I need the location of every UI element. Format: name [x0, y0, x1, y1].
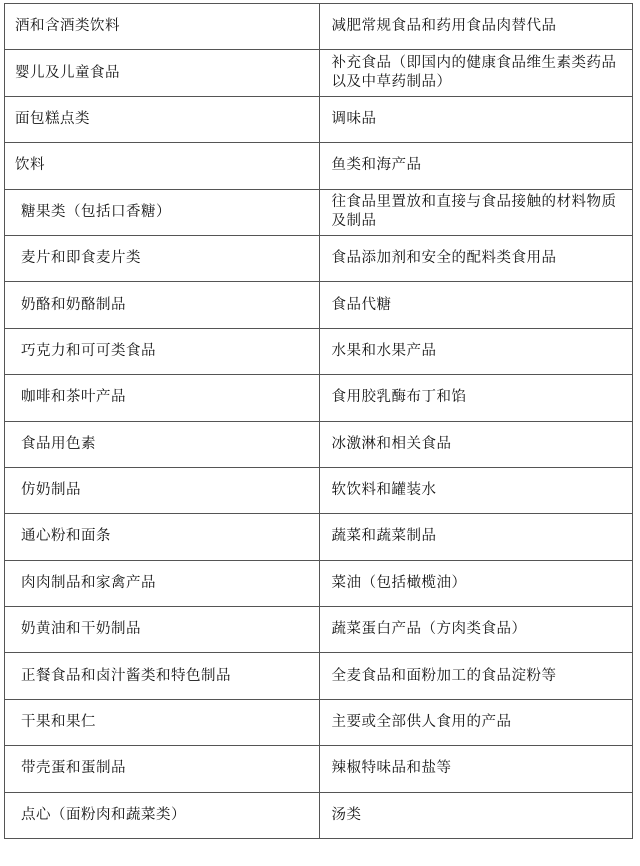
cell-text: 汤类 [331, 806, 362, 823]
table-row [5, 235, 633, 281]
cell-text: 麦片和即食麦片类 [21, 250, 141, 267]
table-cell-right [319, 328, 633, 374]
cell-text: 辣椒特味品和盐等 [331, 760, 452, 777]
table-cell-left [5, 328, 320, 374]
table-cell-right [319, 514, 633, 560]
table-cell-right [319, 746, 633, 792]
cell-text: 主要或全部供人食用的产品 [331, 714, 512, 731]
cell-text: 酒和含酒类饮料 [15, 18, 120, 35]
cell-text: 咖啡和茶叶产品 [21, 389, 126, 406]
table-cell-left [5, 143, 320, 189]
table-cell-left [5, 282, 320, 328]
cell-text: 奶黄油和干奶制品 [21, 621, 141, 638]
table-row [5, 328, 633, 374]
table-cell-right [319, 560, 633, 606]
table-cell-right [319, 699, 633, 745]
cell-text: 干果和果仁 [21, 714, 96, 731]
cell-text: 水果和水果产品 [331, 342, 437, 359]
table-row [5, 4, 633, 50]
cell-text: 蔬菜蛋白产品（方肉类食品） [331, 621, 527, 638]
cell-text: 糖果类（包括口香糖） [21, 203, 171, 220]
table-cell-right [319, 4, 633, 50]
cell-text: 食品代糖 [331, 296, 392, 313]
cell-text: 饮料 [15, 157, 45, 174]
table-row [5, 467, 633, 513]
table-cell-left [5, 375, 320, 421]
table-row [5, 421, 633, 467]
cell-text: 减肥常规食品和药用食品肉替代品 [331, 18, 557, 35]
cell-text: 通心粉和面条 [21, 528, 111, 545]
cell-text: 菜油（包括橄榄油） [331, 574, 467, 591]
table-row [5, 792, 633, 838]
table-row [5, 143, 633, 189]
table-cell-right [319, 607, 633, 653]
table-row [5, 746, 633, 792]
cell-text: 冰激淋和相关食品 [331, 435, 452, 452]
table-row [5, 282, 633, 328]
table-cell-right [319, 189, 633, 235]
table-cell-left [5, 746, 320, 792]
cell-text: 调味品 [331, 110, 377, 127]
cell-text: 蔬菜和蔬菜制品 [331, 528, 437, 545]
table-cell-right [319, 282, 633, 328]
cell-text: 食品添加剂和安全的配料类食用品 [331, 250, 557, 267]
table-row [5, 96, 633, 142]
cell-text: 带壳蛋和蛋制品 [21, 760, 126, 777]
table-cell-left [5, 560, 320, 606]
table-row [5, 699, 633, 745]
table-cell-right [319, 421, 633, 467]
table-cell-left [5, 514, 320, 560]
table-cell-right [319, 375, 633, 421]
table-row [5, 514, 633, 560]
table-cell-right [319, 792, 633, 838]
cell-text: 肉肉制品和家禽产品 [21, 574, 156, 591]
table-cell-right [319, 143, 633, 189]
cell-text: 食用胶乳酶布丁和馅 [331, 389, 467, 406]
cell-text: 奶酪和奶酪制品 [21, 296, 126, 313]
table-cell-right [319, 653, 633, 699]
cell-text: 全麦食品和面粉加工的食品淀粉等 [331, 667, 557, 684]
table-cell-right [319, 467, 633, 513]
table-cell-left [5, 96, 320, 142]
table-cell-left [5, 699, 320, 745]
table-cell-left [5, 235, 320, 281]
cell-text: 巧克力和可可类食品 [21, 342, 156, 359]
table-cell-left [5, 792, 320, 838]
cell-text: 婴儿及儿童食品 [15, 64, 120, 81]
food-category-table [4, 3, 633, 839]
table-row [5, 653, 633, 699]
cell-text: 食品用色素 [21, 435, 96, 452]
cell-text: 往食品里置放和直接与食品接触的材料物质及制品 [331, 194, 617, 230]
table-cell-left [5, 421, 320, 467]
table-row [5, 607, 633, 653]
table-cell-left [5, 653, 320, 699]
table-row [5, 189, 633, 235]
table-cell-left [5, 50, 320, 96]
table-cell-left [5, 4, 320, 50]
table-cell-left [5, 467, 320, 513]
cell-text: 正餐食品和卤汁酱类和特色制品 [21, 667, 231, 684]
cell-text: 补充食品（即国内的健康食品维生素类药品以及中草药制品） [331, 55, 617, 91]
cell-text: 面包糕点类 [15, 110, 90, 127]
table-cell-left [5, 607, 320, 653]
table-cell-right [319, 235, 633, 281]
cell-text: 鱼类和海产品 [331, 157, 422, 174]
table-cell-right [319, 96, 633, 142]
cell-text: 仿奶制品 [21, 482, 81, 499]
cell-text: 软饮料和罐装水 [331, 482, 437, 499]
table-cell-right [319, 50, 633, 96]
table-row [5, 50, 633, 96]
table-row [5, 560, 633, 606]
table-row [5, 375, 633, 421]
cell-text: 点心（面粉肉和蔬菜类） [21, 806, 186, 823]
table-cell-left [5, 189, 320, 235]
